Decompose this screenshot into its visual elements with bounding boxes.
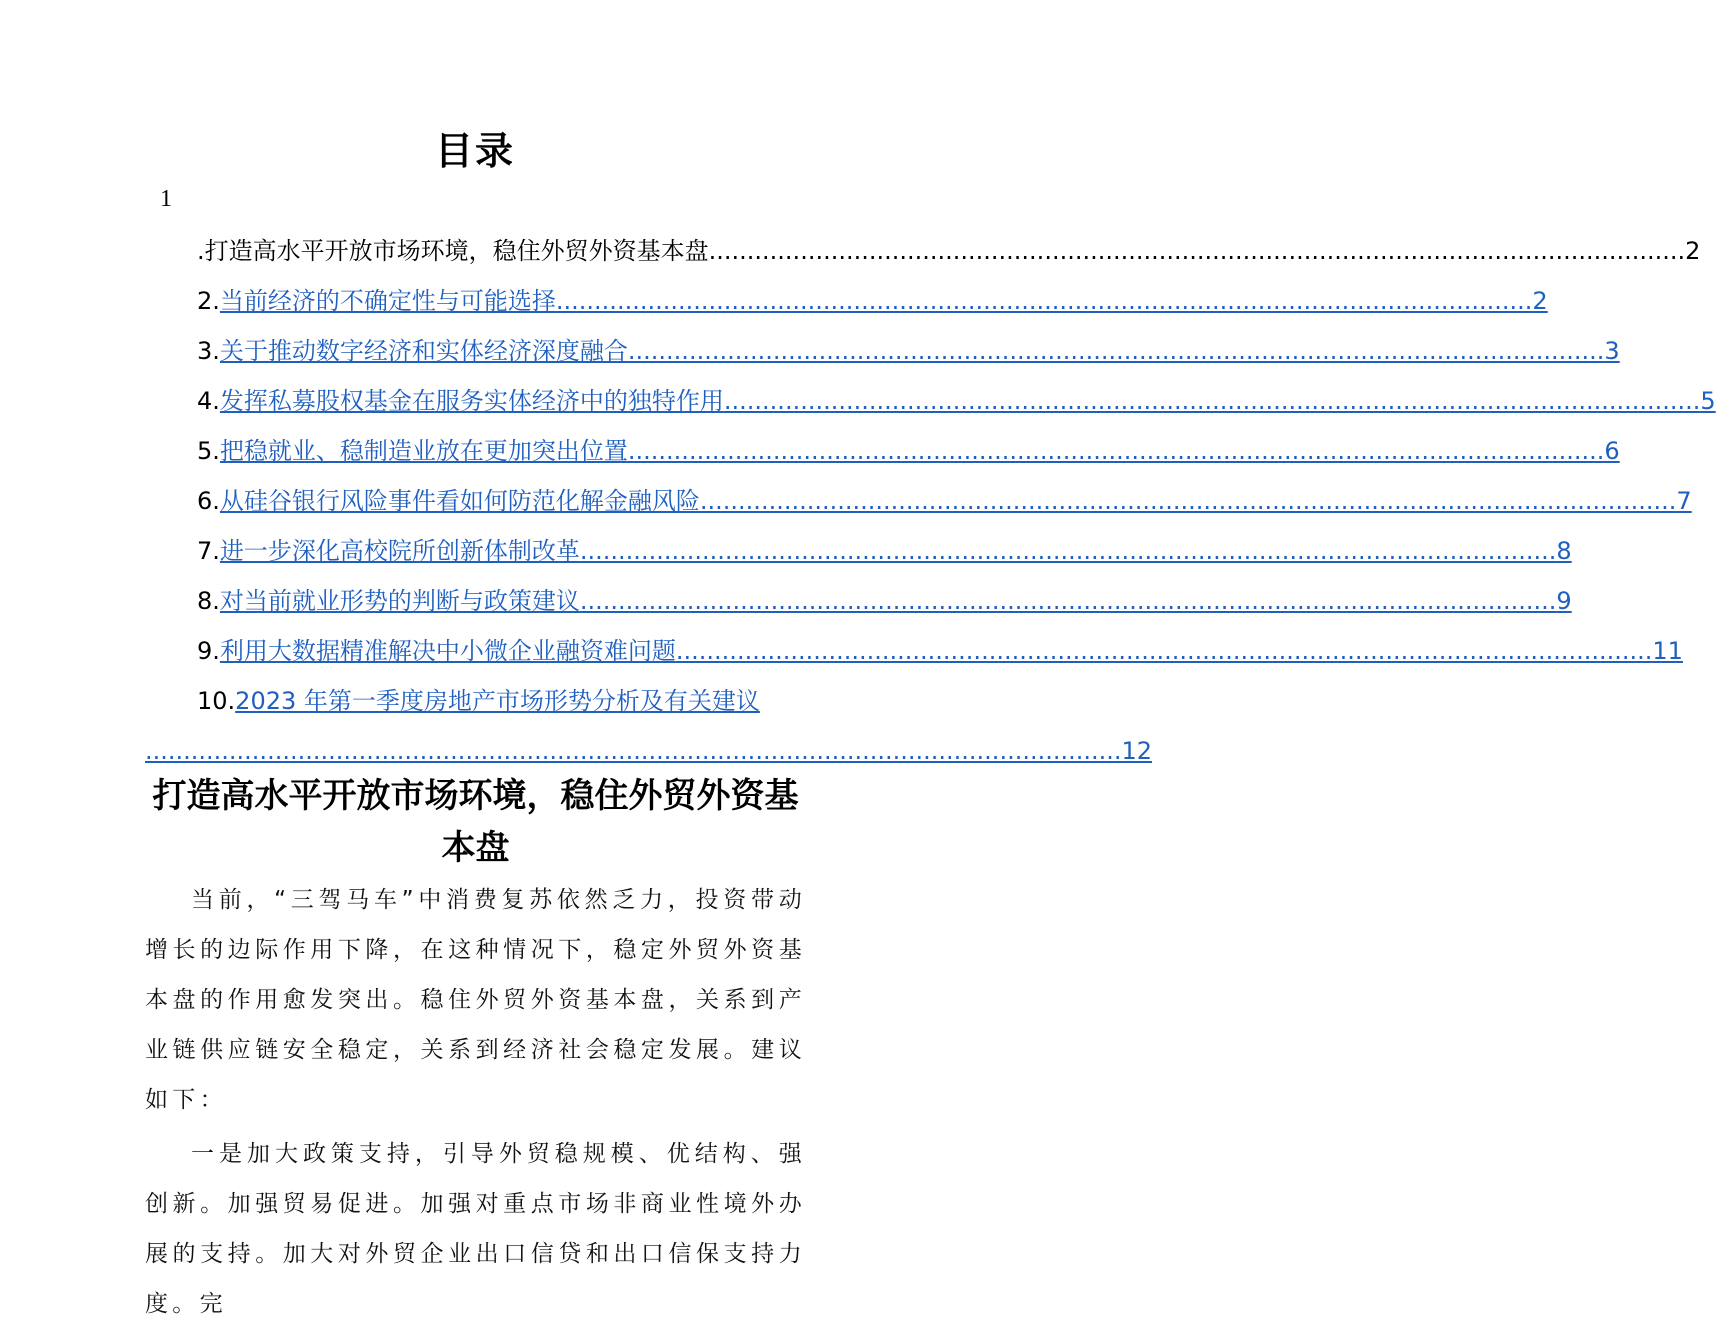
toc-leader-dots[interactable] xyxy=(628,330,1605,380)
toc-leader-dots[interactable] xyxy=(580,580,1557,630)
article-paragraph-2: 一是加大政策支持，引导外贸稳规模、优结构、强创新。加强贸易促进。加强对重点市场非商业性境外办展的支持。加大对外贸企业出口信贷和出口信保支持力度。完 xyxy=(145,1141,806,1317)
article-body xyxy=(145,875,806,1333)
toc-item-page[interactable]: 6 xyxy=(1604,437,1620,465)
toc-item-number: 9. xyxy=(197,637,220,665)
toc-item-4[interactable] xyxy=(145,380,1716,430)
toc-item-page[interactable]: 11 xyxy=(1652,637,1683,665)
toc-item-1[interactable] xyxy=(145,230,1701,280)
toc-item-number: 2. xyxy=(197,287,220,315)
toc-leader-dots[interactable] xyxy=(556,280,1533,330)
toc-item-number: 3. xyxy=(197,337,220,365)
toc-item-8[interactable] xyxy=(145,580,1572,630)
toc-item-number: 8. xyxy=(197,587,220,615)
toc-leader-dots[interactable] xyxy=(724,380,1701,430)
toc-item-text: 打造高水平开放市场环境，稳住外贸外资基本盘 xyxy=(204,237,709,265)
toc-title: 目录 xyxy=(434,128,515,173)
toc-leader-dots[interactable] xyxy=(700,480,1677,530)
toc-item-page[interactable]: 2 xyxy=(1532,287,1548,315)
toc-leader-dots xyxy=(709,230,1686,280)
toc-item-link[interactable]: 进一步深化高校院所创新体制改革 xyxy=(219,537,580,565)
toc-item-page[interactable]: 12 xyxy=(1121,737,1153,765)
toc-item-5[interactable] xyxy=(145,430,1620,480)
toc-item-7[interactable] xyxy=(145,530,1572,580)
article-paragraph-1: 当前，“三驾马车”中消费复苏依然乏力，投资带动增长的边际作用下降，在这种情况下，稳定外贸外资基本盘的作用愈发突出。稳住外贸外资基本盘，关系到产业链供应链安全稳定，关系到经济社会稳定发展。建议如下： xyxy=(145,887,806,1113)
toc-leader-dots[interactable] xyxy=(676,630,1653,680)
toc-item-page[interactable]: 7 xyxy=(1676,487,1692,515)
article-title: 打造高水平开放市场环境，稳住外贸外资基本盘 xyxy=(152,776,799,868)
toc-item-link[interactable]: 利用大数据精准解决中小微企业融资难问题 xyxy=(219,637,676,665)
toc-leader-dots[interactable] xyxy=(628,430,1605,480)
toc-item-number: 5. xyxy=(197,437,220,465)
toc-item-link[interactable]: 发挥私募股权基金在服务实体经济中的独特作用 xyxy=(219,387,724,415)
toc-item-page[interactable]: 5 xyxy=(1700,387,1716,415)
toc-item-page[interactable]: 8 xyxy=(1556,537,1572,565)
toc-item-number: 4. xyxy=(197,387,220,415)
toc-item-number: 7. xyxy=(197,537,220,565)
toc-item-number: 10. xyxy=(197,687,236,715)
toc-item-2[interactable] xyxy=(145,280,1548,330)
toc-item-number: . xyxy=(197,237,205,265)
toc-list xyxy=(145,230,1716,780)
toc-item-6[interactable] xyxy=(145,480,1692,530)
toc-leader-dots[interactable] xyxy=(580,530,1557,580)
toc-item-link[interactable]: 从硅谷银行风险事件看如何防范化解金融风险 xyxy=(219,487,700,515)
toc-item-10[interactable] xyxy=(145,680,806,730)
toc-first-number: 1 xyxy=(160,186,172,212)
toc-item-link[interactable]: 关于推动数字经济和实体经济深度融合 xyxy=(219,337,628,365)
toc-item-page: 2 xyxy=(1685,237,1701,265)
toc-item-link[interactable]: 2023 年第一季度房地产市场形势分析及有关建议 xyxy=(235,687,760,715)
toc-item-link[interactable]: 对当前就业形势的判断与政策建议 xyxy=(219,587,580,615)
toc-item-number: 6. xyxy=(197,487,220,515)
toc-item-page[interactable]: 9 xyxy=(1556,587,1572,615)
toc-item-9[interactable] xyxy=(145,630,1683,680)
toc-item-page[interactable]: 3 xyxy=(1604,337,1620,365)
toc-item-3[interactable] xyxy=(145,330,1620,380)
toc-item-link[interactable]: 把稳就业、稳制造业放在更加突出位置 xyxy=(219,437,628,465)
toc-item-link[interactable]: 当前经济的不确定性与可能选择 xyxy=(219,287,556,315)
